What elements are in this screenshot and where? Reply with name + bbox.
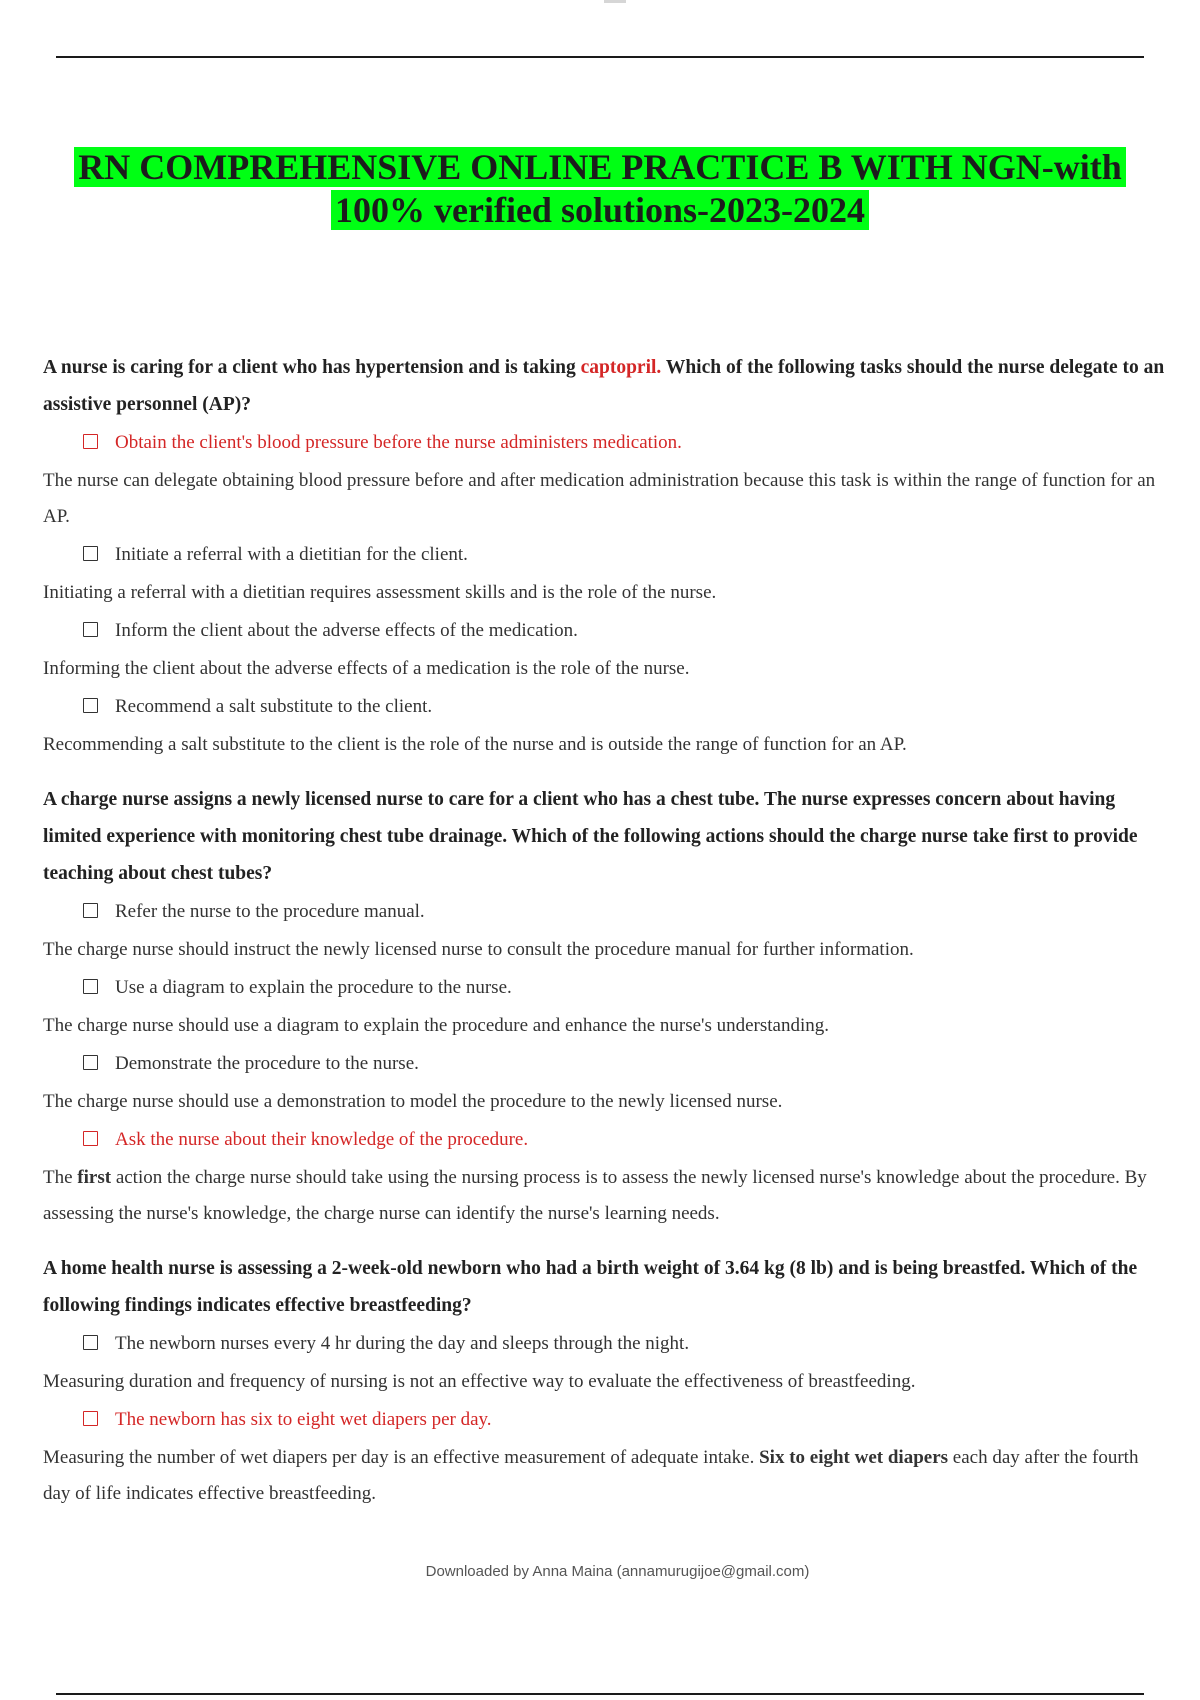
checkbox[interactable] xyxy=(83,1411,98,1426)
question-2-rationale-2: The charge nurse should use a diagram to explain the procedure and enhance the nurse's understanding. xyxy=(43,1015,830,1036)
question-2-option-1[interactable]: Refer the nurse to the procedure manual. xyxy=(43,892,1168,932)
question-3-option-2[interactable]: The newborn has six to eight wet diapers per day. xyxy=(43,1400,1168,1440)
question-1-rationale-1: The nurse can delegate obtaining blood pressure before and after medication administration because this task is within the range of function for an AP. xyxy=(43,470,1156,527)
question-2-stem: A charge nurse assigns a newly licensed nurse to care for a client who has a chest tube. The nurse expresses concern about having limited experience with monitoring chest tube drainage. Which of the following actions should the charge nurse take first to provide teaching about chest tubes? xyxy=(43,789,1138,884)
question-2-rationale-3: The charge nurse should use a demonstration to model the procedure to the newly licensed nurse. xyxy=(43,1091,783,1112)
question-2-rationale-4: The first action the charge nurse should take using the nursing process is to assess the newly licensed nurse's knowledge about the procedure. By assessing the nurse's knowledge, the charge nurse can identify the nurse's learning needs. xyxy=(43,1167,1147,1224)
checkbox[interactable] xyxy=(83,1131,98,1146)
checkbox[interactable] xyxy=(83,1335,98,1350)
question-1-stem: A nurse is caring for a client who has hypertension and is taking captopril. Which of the following tasks should the nurse delegate to an assistive personnel (AP)? xyxy=(43,357,1165,415)
question-2-option-2[interactable]: Use a diagram to explain the procedure to the nurse. xyxy=(43,968,1168,1008)
header-rule xyxy=(56,56,1144,58)
question-1-rationale-3: Informing the client about the adverse effects of a medication is the role of the nurse. xyxy=(43,658,690,679)
page-top-mark xyxy=(604,0,626,3)
checkbox[interactable] xyxy=(83,698,98,713)
question-1-option-4[interactable]: Recommend a salt substitute to the client. xyxy=(43,687,1168,727)
question-1-rationale-2: Initiating a referral with a dietitian requires assessment skills and is the role of the nurse. xyxy=(43,582,717,603)
download-footer: Downloaded by Anna Maina (annamurugijoe@gmail.com) xyxy=(425,1563,810,1580)
drug-name-highlight: captopril. xyxy=(580,357,662,378)
title-line-1: RN COMPREHENSIVE ONLINE PRACTICE B WITH NGN-with xyxy=(74,147,1125,187)
question-3-stem: A home health nurse is assessing a 2-week-old newborn who had a birth weight of 3.64 kg (8 lb) and is being breastfed. Which of the following findings indicates effective breastfeeding? xyxy=(43,1258,1138,1316)
checkbox[interactable] xyxy=(83,434,98,449)
checkbox[interactable] xyxy=(83,1055,98,1070)
checkbox[interactable] xyxy=(83,903,98,918)
checkbox[interactable] xyxy=(83,622,98,637)
document-title xyxy=(40,146,1160,232)
question-2-rationale-1: The charge nurse should instruct the newly licensed nurse to consult the procedure manual for further information. xyxy=(43,939,914,960)
title-line-2: 100% verified solutions-2023-2024 xyxy=(331,190,869,230)
question-list xyxy=(43,349,1168,1512)
question-3-option-1[interactable]: The newborn nurses every 4 hr during the day and sleeps through the night. xyxy=(43,1324,1168,1364)
question-1-rationale-4: Recommending a salt substitute to the client is the role of the nurse and is outside the range of function for an AP. xyxy=(43,734,907,755)
question-1-option-2[interactable]: Initiate a referral with a dietitian for the client. xyxy=(43,535,1168,575)
question-2-option-4[interactable]: Ask the nurse about their knowledge of the procedure. xyxy=(43,1120,1168,1160)
question-1-option-1[interactable]: Obtain the client's blood pressure before the nurse administers medication. xyxy=(43,423,1168,463)
question-2-option-3[interactable]: Demonstrate the procedure to the nurse. xyxy=(43,1044,1168,1084)
checkbox[interactable] xyxy=(83,546,98,561)
footer-rule xyxy=(56,1693,1144,1695)
question-3-rationale-2: Measuring the number of wet diapers per day is an effective measurement of adequate intake. Six to eight wet diapers each day after the fourth day of life indicates effective breastfeeding. xyxy=(43,1447,1139,1504)
checkbox[interactable] xyxy=(83,979,98,994)
question-1-option-3[interactable]: Inform the client about the adverse effects of the medication. xyxy=(43,611,1168,651)
question-3-rationale-1: Measuring duration and frequency of nursing is not an effective way to evaluate the effectiveness of breastfeeding. xyxy=(43,1371,916,1392)
